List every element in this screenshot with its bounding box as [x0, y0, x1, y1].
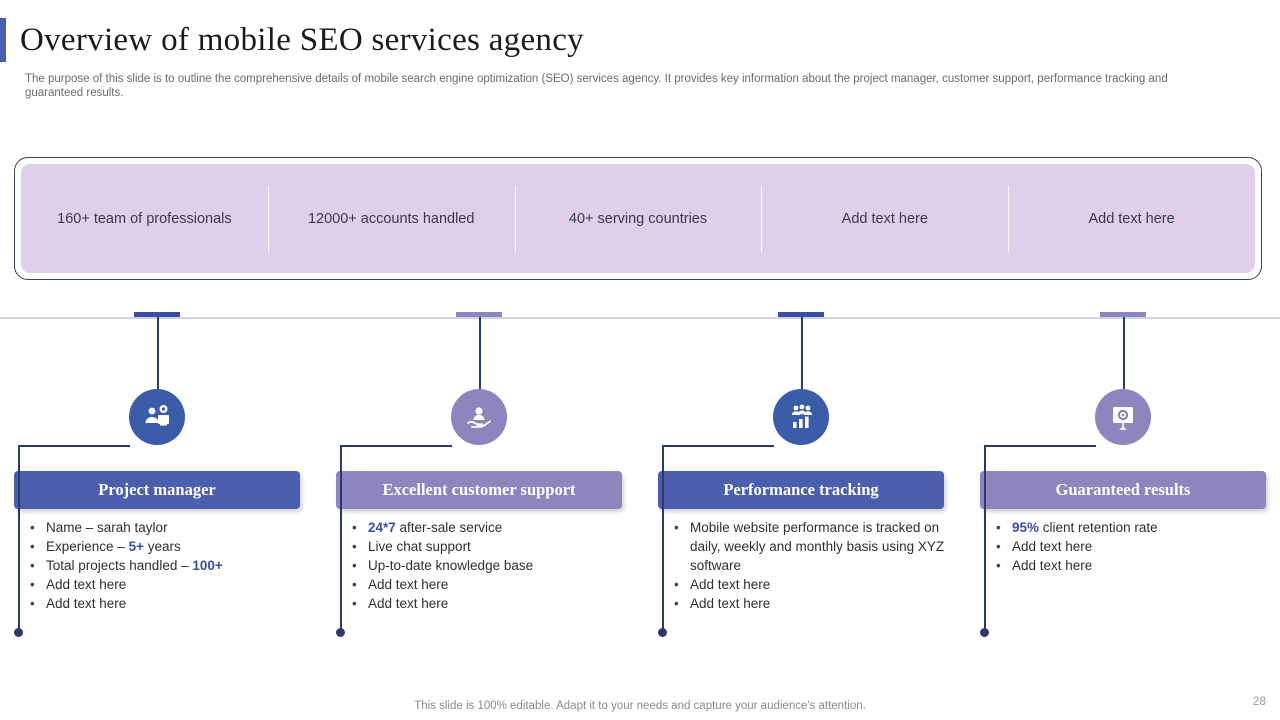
list-item: [674, 518, 950, 575]
bullet-marker: •: [352, 577, 357, 592]
column-1-drop-line: [157, 317, 159, 389]
bullet-marker: •: [30, 596, 35, 611]
list-item: [30, 575, 306, 594]
column-2-drop-line: [479, 317, 481, 389]
column-4-elbow: [984, 445, 1096, 447]
bullet-marker: •: [674, 596, 679, 611]
bullet-list-project-manager: [30, 518, 306, 613]
bullet-marker: •: [996, 539, 1001, 554]
bullet-text: Name – sarah taylor: [46, 520, 168, 535]
target-presentation-icon: [1095, 389, 1151, 445]
list-item: [352, 537, 628, 556]
bullet-marker: •: [352, 539, 357, 554]
bullet-marker: •: [674, 520, 679, 535]
bullet-marker: •: [352, 596, 357, 611]
column-4-end-dot: [980, 628, 989, 637]
bullet-text: Total projects handled – 100+: [46, 558, 223, 573]
stat-item-2[interactable]: 12000+ accounts handled: [268, 211, 515, 227]
column-2-side-line: [340, 445, 342, 632]
list-item: [352, 575, 628, 594]
column-3-end-dot: [658, 628, 667, 637]
bullet-text: Add text here: [368, 596, 449, 611]
page-title: [0, 18, 584, 62]
stat-item-4[interactable]: Add text here: [761, 211, 1008, 227]
stats-banner: [14, 157, 1262, 280]
bullet-text: Add text here: [46, 596, 127, 611]
stat-item-3[interactable]: 40+ serving countries: [515, 211, 762, 227]
card-title-guaranteed-results[interactable]: Guaranteed results: [980, 471, 1266, 509]
stat-item-5[interactable]: Add text here: [1008, 211, 1255, 227]
bullet-marker: •: [352, 520, 357, 535]
column-4-side-line: [984, 445, 986, 632]
list-item: [352, 594, 628, 613]
column-1-side-line: [18, 445, 20, 632]
stat-item-1[interactable]: 160+ team of professionals: [57, 210, 232, 227]
list-item: [30, 518, 306, 537]
bullet-marker: •: [30, 520, 35, 535]
bullet-text: 24*7 after-sale service: [368, 520, 503, 535]
bullet-marker: •: [30, 539, 35, 554]
bullet-list-performance-tracking: [674, 518, 950, 613]
column-3-elbow: [662, 445, 774, 447]
slide-title-text: Overview of mobile SEO services agency: [20, 21, 584, 58]
bullet-marker: •: [996, 520, 1001, 535]
card-title-project-manager[interactable]: Project manager: [14, 471, 300, 509]
bullet-marker: •: [674, 577, 679, 592]
page-number: 28: [1252, 694, 1266, 708]
list-item: [996, 537, 1272, 556]
list-item: [352, 518, 628, 537]
column-1-end-dot: [14, 628, 23, 637]
stats-banner-inner: [21, 164, 1255, 273]
card-title-performance-tracking[interactable]: Performance tracking: [658, 471, 944, 509]
bullet-text: Add text here: [46, 577, 127, 592]
connector-baseline: [0, 317, 1280, 319]
column-3-drop-line: [801, 317, 803, 389]
list-item: [30, 537, 306, 556]
bullet-marker: •: [352, 558, 357, 573]
list-item: [352, 556, 628, 575]
bullet-text: Add text here: [368, 577, 449, 592]
list-item: [674, 594, 950, 613]
column-4-drop-line: [1123, 317, 1125, 389]
bullet-text: Up-to-date knowledge base: [368, 558, 534, 573]
bullet-text: Add text here: [1012, 539, 1093, 554]
column-2-end-dot: [336, 628, 345, 637]
bullet-marker: •: [30, 558, 35, 573]
customer-support-hand-icon: [451, 389, 507, 445]
performance-chart-people-icon: [773, 389, 829, 445]
bullet-text: Live chat support: [368, 539, 471, 554]
bullet-text: Add text here: [690, 577, 771, 592]
bullet-text: 95% client retention rate: [1012, 520, 1158, 535]
bullet-list-customer-support: [352, 518, 628, 613]
list-item: [996, 518, 1272, 537]
bullet-marker: •: [30, 577, 35, 592]
manager-settings-icon: [129, 389, 185, 445]
bullet-text: Mobile website performance is tracked on daily, weekly and monthly basis using XYZ software: [690, 520, 945, 573]
bullet-marker: •: [996, 558, 1001, 573]
bullet-text: Add text here: [1012, 558, 1093, 573]
column-3-side-line: [662, 445, 664, 632]
footer-note: This slide is 100% editable. Adapt it to your needs and capture your audience's attention.: [414, 700, 866, 712]
list-item: [30, 594, 306, 613]
title-accent-bar: [0, 18, 6, 62]
column-2-elbow: [340, 445, 452, 447]
bullet-text: Add text here: [690, 596, 771, 611]
bullet-text: Experience – 5+ years: [46, 539, 181, 554]
list-item: [674, 575, 950, 594]
list-item: [996, 556, 1272, 575]
bullet-list-guaranteed-results: [996, 518, 1272, 575]
slide-subtitle: The purpose of this slide is to outline the comprehensive details of mobile search engine optimization (SEO) services agency. It provides key information about the project manager, customer support, performance tracking and guaranteed results.: [25, 73, 1168, 99]
card-title-customer-support[interactable]: Excellent customer support: [336, 471, 622, 509]
list-item: [30, 556, 306, 575]
column-1-elbow: [18, 445, 130, 447]
